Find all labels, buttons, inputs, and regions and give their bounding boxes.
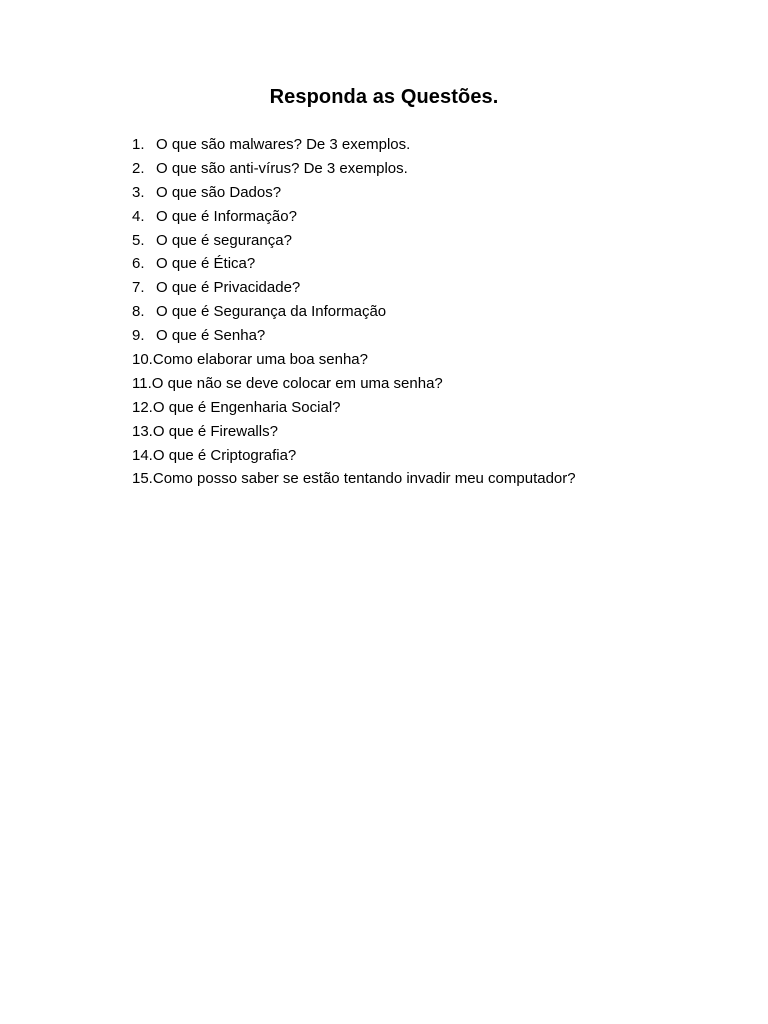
list-item	[132, 276, 692, 300]
list-item	[132, 229, 692, 253]
question-number: 6.	[132, 255, 145, 273]
question-text: O que são Dados?	[156, 183, 282, 201]
question-number: 15.	[132, 470, 153, 488]
question-text: Como posso saber se estão tentando invadir meu computador?	[152, 470, 576, 488]
question-number: 2.	[132, 159, 145, 177]
question-number: 13.	[132, 422, 153, 440]
list-item	[132, 467, 692, 491]
question-number: 11.	[132, 374, 152, 392]
question-text: O que são malwares? De 3 exemplos.	[156, 136, 411, 153]
question-number: 9.	[132, 327, 145, 345]
question-text: O que é Criptografia?	[152, 446, 297, 464]
question-number: 10.	[132, 351, 153, 369]
question-number: 3.	[132, 183, 145, 201]
question-text: O que é Senha?	[156, 327, 266, 345]
question-number: 1.	[132, 136, 145, 153]
list-item	[132, 372, 692, 396]
page-title: Responda as Questões.	[269, 86, 499, 108]
list-item	[132, 396, 692, 420]
question-number: 8.	[132, 303, 145, 321]
question-text: Como elaborar uma boa senha?	[152, 351, 368, 369]
list-item	[132, 444, 692, 468]
question-list	[132, 133, 692, 491]
list-item	[132, 348, 692, 372]
list-item	[132, 157, 692, 181]
question-text: O que não se deve colocar em uma senha?	[151, 374, 443, 392]
question-text: O que é Ética?	[156, 255, 256, 273]
question-text: O que são anti-vírus? De 3 exemplos.	[156, 159, 408, 177]
question-number: 4.	[132, 207, 145, 225]
list-item	[132, 181, 692, 205]
list-item	[132, 133, 692, 157]
question-text: O que é Firewalls?	[152, 422, 278, 440]
question-number: 5.	[132, 231, 145, 249]
list-item	[132, 420, 692, 444]
question-text: O que é Informação?	[156, 207, 297, 225]
list-item	[132, 300, 692, 324]
question-number: 14.	[132, 446, 153, 464]
question-text: O que é segurança?	[156, 231, 292, 249]
question-text: O que é Segurança da Informação	[156, 303, 387, 321]
question-text: O que é Privacidade?	[156, 279, 301, 297]
list-item	[132, 324, 692, 348]
question-text: O que é Engenharia Social?	[152, 398, 341, 416]
list-item	[132, 205, 692, 229]
question-number: 7.	[132, 279, 145, 297]
question-number: 12.	[132, 398, 153, 416]
list-item	[132, 252, 692, 276]
